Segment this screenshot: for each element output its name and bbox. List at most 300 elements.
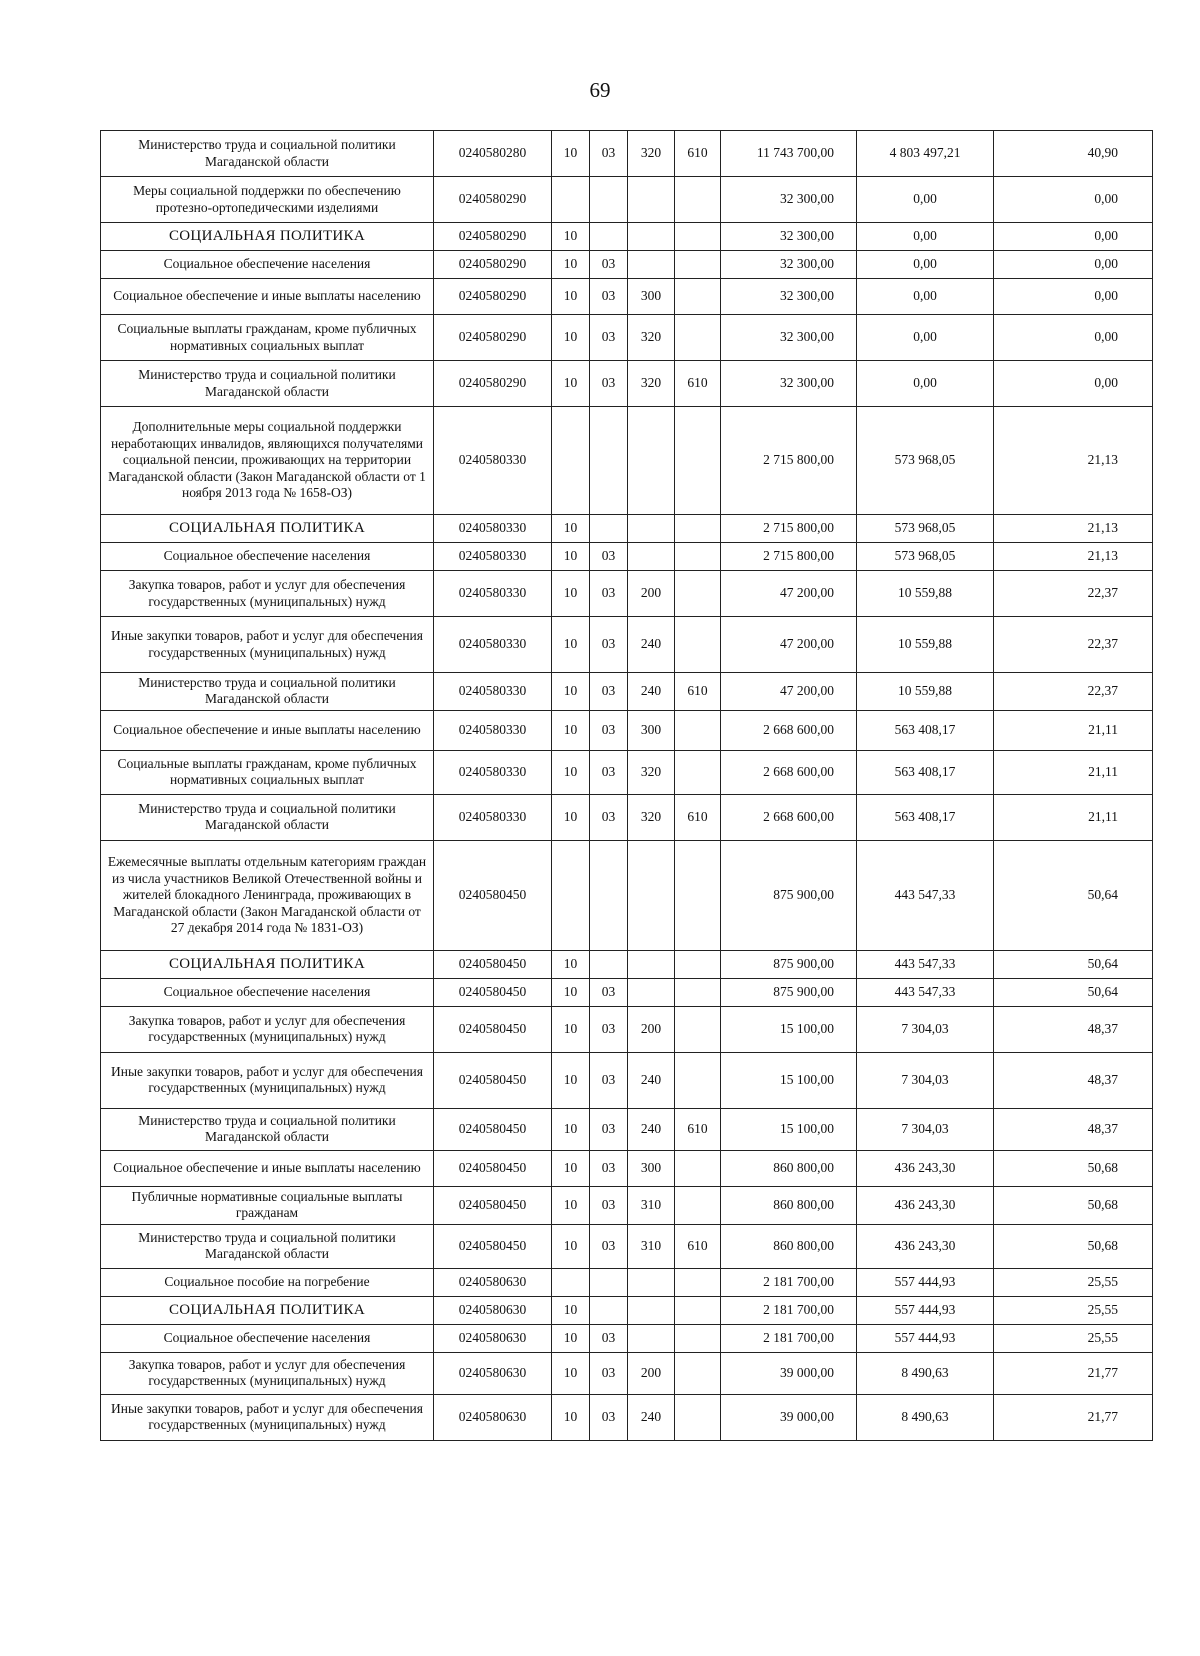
row-execution-percent: 0,00	[994, 251, 1153, 279]
row-target-code: 0240580630	[434, 1296, 552, 1324]
row-department-code	[675, 1268, 721, 1296]
row-expense-type-code	[628, 1296, 675, 1324]
row-expense-type-code: 300	[628, 279, 675, 315]
row-executed-amount: 8 490,63	[857, 1352, 994, 1394]
row-subsection-code: 03	[590, 543, 628, 571]
row-target-code: 0240580330	[434, 515, 552, 543]
row-executed-amount: 443 547,33	[857, 978, 994, 1006]
row-department-code: 610	[675, 131, 721, 177]
row-section-code	[552, 407, 590, 515]
row-name: Министерство труда и социальной политики Магаданской области	[101, 673, 434, 711]
row-section-code: 10	[552, 978, 590, 1006]
table-row	[101, 1324, 1153, 1352]
row-subsection-code: 03	[590, 315, 628, 361]
row-expense-type-code: 320	[628, 315, 675, 361]
row-department-code	[675, 950, 721, 978]
row-department-code	[675, 177, 721, 223]
row-executed-amount: 436 243,30	[857, 1150, 994, 1186]
row-execution-percent: 50,64	[994, 950, 1153, 978]
row-section-code: 10	[552, 1352, 590, 1394]
table-row	[101, 1108, 1153, 1150]
row-expense-type-code	[628, 840, 675, 950]
row-name: Социальное пособие на погребение	[101, 1268, 434, 1296]
row-target-code: 0240580450	[434, 1006, 552, 1052]
row-section-code: 10	[552, 1186, 590, 1224]
row-plan-amount: 15 100,00	[721, 1006, 857, 1052]
table-row	[101, 840, 1153, 950]
row-department-code	[675, 1352, 721, 1394]
row-section-code: 10	[552, 710, 590, 750]
row-name: СОЦИАЛЬНАЯ ПОЛИТИКА	[101, 1296, 434, 1324]
row-execution-percent: 48,37	[994, 1108, 1153, 1150]
row-expense-type-code	[628, 251, 675, 279]
row-section-code: 10	[552, 1150, 590, 1186]
row-plan-amount: 875 900,00	[721, 950, 857, 978]
row-section-code: 10	[552, 1394, 590, 1440]
row-expense-type-code	[628, 407, 675, 515]
row-subsection-code: 03	[590, 1150, 628, 1186]
row-subsection-code: 03	[590, 978, 628, 1006]
row-plan-amount: 39 000,00	[721, 1394, 857, 1440]
table-row	[101, 794, 1153, 840]
row-executed-amount: 563 408,17	[857, 750, 994, 794]
row-plan-amount: 2 181 700,00	[721, 1268, 857, 1296]
row-execution-percent: 50,68	[994, 1150, 1153, 1186]
row-executed-amount: 573 968,05	[857, 543, 994, 571]
table-body	[101, 131, 1153, 1441]
row-execution-percent: 22,37	[994, 673, 1153, 711]
row-department-code	[675, 978, 721, 1006]
row-plan-amount: 2 181 700,00	[721, 1324, 857, 1352]
row-department-code: 610	[675, 1108, 721, 1150]
table-row	[101, 1268, 1153, 1296]
row-execution-percent: 22,37	[994, 617, 1153, 673]
row-section-code: 10	[552, 279, 590, 315]
row-expense-type-code: 300	[628, 710, 675, 750]
row-execution-percent: 50,64	[994, 978, 1153, 1006]
row-name: Иные закупки товаров, работ и услуг для обеспечения государственных (муниципальных) нужд	[101, 1394, 434, 1440]
row-expense-type-code	[628, 978, 675, 1006]
row-department-code	[675, 543, 721, 571]
row-target-code: 0240580290	[434, 223, 552, 251]
row-department-code	[675, 251, 721, 279]
table-row	[101, 1352, 1153, 1394]
row-target-code: 0240580450	[434, 978, 552, 1006]
row-subsection-code	[590, 407, 628, 515]
row-name: Закупка товаров, работ и услуг для обеспечения государственных (муниципальных) нужд	[101, 1006, 434, 1052]
row-department-code	[675, 571, 721, 617]
row-plan-amount: 860 800,00	[721, 1186, 857, 1224]
row-execution-percent: 25,55	[994, 1324, 1153, 1352]
row-expense-type-code	[628, 177, 675, 223]
row-section-code: 10	[552, 1006, 590, 1052]
row-department-code	[675, 1052, 721, 1108]
row-name: СОЦИАЛЬНАЯ ПОЛИТИКА	[101, 223, 434, 251]
row-expense-type-code: 310	[628, 1186, 675, 1224]
row-execution-percent: 21,11	[994, 750, 1153, 794]
row-subsection-code	[590, 950, 628, 978]
row-department-code	[675, 840, 721, 950]
row-execution-percent: 0,00	[994, 223, 1153, 251]
row-department-code	[675, 710, 721, 750]
row-subsection-code	[590, 1268, 628, 1296]
row-section-code: 10	[552, 251, 590, 279]
row-name: Министерство труда и социальной политики Магаданской области	[101, 1224, 434, 1268]
row-name: Министерство труда и социальной политики Магаданской области	[101, 794, 434, 840]
row-section-code: 10	[552, 571, 590, 617]
row-executed-amount: 0,00	[857, 279, 994, 315]
row-plan-amount: 32 300,00	[721, 315, 857, 361]
row-target-code: 0240580290	[434, 315, 552, 361]
row-executed-amount: 0,00	[857, 177, 994, 223]
table-row	[101, 1006, 1153, 1052]
table-row	[101, 950, 1153, 978]
row-department-code: 610	[675, 673, 721, 711]
row-target-code: 0240580330	[434, 571, 552, 617]
row-section-code: 10	[552, 543, 590, 571]
row-plan-amount: 32 300,00	[721, 251, 857, 279]
table-row	[101, 1224, 1153, 1268]
table-row	[101, 571, 1153, 617]
row-section-code: 10	[552, 1324, 590, 1352]
table-row	[101, 177, 1153, 223]
row-plan-amount: 2 668 600,00	[721, 710, 857, 750]
row-executed-amount: 10 559,88	[857, 673, 994, 711]
row-department-code	[675, 617, 721, 673]
row-plan-amount: 39 000,00	[721, 1352, 857, 1394]
row-department-code	[675, 279, 721, 315]
row-execution-percent: 0,00	[994, 279, 1153, 315]
row-department-code	[675, 223, 721, 251]
row-expense-type-code: 240	[628, 1052, 675, 1108]
table-row	[101, 407, 1153, 515]
row-executed-amount: 573 968,05	[857, 407, 994, 515]
row-subsection-code: 03	[590, 750, 628, 794]
row-name: Иные закупки товаров, работ и услуг для обеспечения государственных (муниципальных) нужд	[101, 617, 434, 673]
row-executed-amount: 10 559,88	[857, 571, 994, 617]
row-plan-amount: 2 181 700,00	[721, 1296, 857, 1324]
row-execution-percent: 48,37	[994, 1052, 1153, 1108]
row-plan-amount: 875 900,00	[721, 978, 857, 1006]
row-expense-type-code: 310	[628, 1224, 675, 1268]
row-subsection-code: 03	[590, 571, 628, 617]
row-plan-amount: 47 200,00	[721, 673, 857, 711]
row-name: Министерство труда и социальной политики Магаданской области	[101, 361, 434, 407]
budget-execution-table	[100, 130, 1153, 1441]
row-subsection-code: 03	[590, 251, 628, 279]
row-expense-type-code: 200	[628, 1006, 675, 1052]
row-section-code: 10	[552, 794, 590, 840]
row-target-code: 0240580630	[434, 1394, 552, 1440]
row-subsection-code: 03	[590, 131, 628, 177]
row-target-code: 0240580290	[434, 361, 552, 407]
row-department-code: 610	[675, 794, 721, 840]
row-section-code: 10	[552, 673, 590, 711]
row-target-code: 0240580290	[434, 251, 552, 279]
row-department-code	[675, 1006, 721, 1052]
row-department-code	[675, 315, 721, 361]
row-execution-percent: 25,55	[994, 1268, 1153, 1296]
row-expense-type-code	[628, 515, 675, 543]
table-row	[101, 710, 1153, 750]
row-expense-type-code: 320	[628, 794, 675, 840]
row-target-code: 0240580290	[434, 279, 552, 315]
row-target-code: 0240580630	[434, 1324, 552, 1352]
row-target-code: 0240580450	[434, 1108, 552, 1150]
row-department-code	[675, 515, 721, 543]
row-subsection-code: 03	[590, 1006, 628, 1052]
row-executed-amount: 0,00	[857, 251, 994, 279]
row-plan-amount: 2 715 800,00	[721, 515, 857, 543]
row-executed-amount: 557 444,93	[857, 1268, 994, 1296]
row-subsection-code	[590, 840, 628, 950]
row-plan-amount: 32 300,00	[721, 177, 857, 223]
table-row	[101, 279, 1153, 315]
row-executed-amount: 0,00	[857, 315, 994, 361]
row-executed-amount: 4 803 497,21	[857, 131, 994, 177]
row-execution-percent: 25,55	[994, 1296, 1153, 1324]
row-execution-percent: 21,11	[994, 794, 1153, 840]
table-row	[101, 750, 1153, 794]
row-name: Социальное обеспечение и иные выплаты населению	[101, 710, 434, 750]
row-plan-amount: 32 300,00	[721, 361, 857, 407]
row-department-code	[675, 1394, 721, 1440]
row-executed-amount: 7 304,03	[857, 1052, 994, 1108]
row-target-code: 0240580450	[434, 1150, 552, 1186]
row-section-code: 10	[552, 315, 590, 361]
row-execution-percent: 21,13	[994, 515, 1153, 543]
row-subsection-code: 03	[590, 1324, 628, 1352]
row-name: Социальное обеспечение и иные выплаты населению	[101, 279, 434, 315]
table-row	[101, 1052, 1153, 1108]
row-department-code	[675, 1150, 721, 1186]
row-executed-amount: 443 547,33	[857, 950, 994, 978]
row-name: Социальное обеспечение и иные выплаты населению	[101, 1150, 434, 1186]
row-name: Социальное обеспечение населения	[101, 978, 434, 1006]
row-target-code: 0240580450	[434, 950, 552, 978]
row-expense-type-code	[628, 1324, 675, 1352]
row-subsection-code: 03	[590, 710, 628, 750]
row-target-code: 0240580330	[434, 794, 552, 840]
row-section-code: 10	[552, 131, 590, 177]
row-subsection-code: 03	[590, 1186, 628, 1224]
row-subsection-code	[590, 1296, 628, 1324]
row-target-code: 0240580630	[434, 1268, 552, 1296]
row-plan-amount: 875 900,00	[721, 840, 857, 950]
row-execution-percent: 48,37	[994, 1006, 1153, 1052]
row-name: Меры социальной поддержки по обеспечению протезно-ортопедическими изделиями	[101, 177, 434, 223]
row-execution-percent: 0,00	[994, 315, 1153, 361]
table-row	[101, 1394, 1153, 1440]
row-name: Социальное обеспечение населения	[101, 1324, 434, 1352]
row-expense-type-code: 320	[628, 750, 675, 794]
row-subsection-code: 03	[590, 1224, 628, 1268]
table-row	[101, 1150, 1153, 1186]
table-row	[101, 1296, 1153, 1324]
row-executed-amount: 10 559,88	[857, 617, 994, 673]
row-executed-amount: 557 444,93	[857, 1296, 994, 1324]
row-name: Социальное обеспечение населения	[101, 543, 434, 571]
row-section-code: 10	[552, 617, 590, 673]
row-executed-amount: 557 444,93	[857, 1324, 994, 1352]
row-subsection-code: 03	[590, 794, 628, 840]
row-plan-amount: 2 668 600,00	[721, 794, 857, 840]
table-row	[101, 1186, 1153, 1224]
row-expense-type-code	[628, 223, 675, 251]
row-subsection-code: 03	[590, 1052, 628, 1108]
table-row	[101, 543, 1153, 571]
row-name: Социальное обеспечение населения	[101, 251, 434, 279]
row-executed-amount: 7 304,03	[857, 1108, 994, 1150]
row-plan-amount: 15 100,00	[721, 1052, 857, 1108]
row-expense-type-code: 320	[628, 361, 675, 407]
row-department-code	[675, 1186, 721, 1224]
table-row	[101, 673, 1153, 711]
row-plan-amount: 47 200,00	[721, 617, 857, 673]
row-section-code: 10	[552, 361, 590, 407]
row-executed-amount: 436 243,30	[857, 1186, 994, 1224]
row-subsection-code: 03	[590, 279, 628, 315]
row-execution-percent: 50,68	[994, 1186, 1153, 1224]
row-executed-amount: 7 304,03	[857, 1006, 994, 1052]
row-target-code: 0240580290	[434, 177, 552, 223]
row-department-code	[675, 1324, 721, 1352]
row-expense-type-code: 200	[628, 571, 675, 617]
row-target-code: 0240580330	[434, 750, 552, 794]
table-row	[101, 617, 1153, 673]
row-plan-amount: 47 200,00	[721, 571, 857, 617]
table-row	[101, 223, 1153, 251]
row-executed-amount: 563 408,17	[857, 710, 994, 750]
row-target-code: 0240580330	[434, 407, 552, 515]
row-plan-amount: 11 743 700,00	[721, 131, 857, 177]
page-number: 69	[589, 78, 611, 102]
row-plan-amount: 32 300,00	[721, 279, 857, 315]
table-row	[101, 315, 1153, 361]
row-section-code: 10	[552, 950, 590, 978]
row-plan-amount: 2 715 800,00	[721, 543, 857, 571]
row-section-code: 10	[552, 750, 590, 794]
row-plan-amount: 2 668 600,00	[721, 750, 857, 794]
row-execution-percent: 0,00	[994, 177, 1153, 223]
row-execution-percent: 40,90	[994, 131, 1153, 177]
table-row	[101, 131, 1153, 177]
row-target-code: 0240580330	[434, 673, 552, 711]
row-executed-amount: 436 243,30	[857, 1224, 994, 1268]
row-target-code: 0240580450	[434, 1186, 552, 1224]
row-execution-percent: 21,77	[994, 1394, 1153, 1440]
row-subsection-code	[590, 515, 628, 543]
row-name: Закупка товаров, работ и услуг для обеспечения государственных (муниципальных) нужд	[101, 1352, 434, 1394]
row-department-code	[675, 407, 721, 515]
row-plan-amount: 860 800,00	[721, 1150, 857, 1186]
row-target-code: 0240580330	[434, 543, 552, 571]
row-name: Публичные нормативные социальные выплаты гражданам	[101, 1186, 434, 1224]
row-name: Социальные выплаты гражданам, кроме публичных нормативных социальных выплат	[101, 750, 434, 794]
row-expense-type-code: 240	[628, 1394, 675, 1440]
row-expense-type-code	[628, 1268, 675, 1296]
row-expense-type-code	[628, 950, 675, 978]
row-execution-percent: 50,68	[994, 1224, 1153, 1268]
row-section-code: 10	[552, 223, 590, 251]
row-expense-type-code: 240	[628, 617, 675, 673]
row-name: Социальные выплаты гражданам, кроме публичных нормативных социальных выплат	[101, 315, 434, 361]
table-row	[101, 361, 1153, 407]
row-executed-amount: 563 408,17	[857, 794, 994, 840]
row-section-code	[552, 840, 590, 950]
row-target-code: 0240580330	[434, 617, 552, 673]
row-name: Министерство труда и социальной политики Магаданской области	[101, 131, 434, 177]
row-expense-type-code: 200	[628, 1352, 675, 1394]
row-executed-amount: 8 490,63	[857, 1394, 994, 1440]
row-subsection-code: 03	[590, 1394, 628, 1440]
row-subsection-code: 03	[590, 361, 628, 407]
row-expense-type-code: 300	[628, 1150, 675, 1186]
row-plan-amount: 32 300,00	[721, 223, 857, 251]
row-section-code: 10	[552, 1296, 590, 1324]
row-section-code	[552, 177, 590, 223]
row-subsection-code: 03	[590, 617, 628, 673]
row-target-code: 0240580330	[434, 710, 552, 750]
row-department-code: 610	[675, 1224, 721, 1268]
row-expense-type-code: 240	[628, 1108, 675, 1150]
row-execution-percent: 22,37	[994, 571, 1153, 617]
row-executed-amount: 443 547,33	[857, 840, 994, 950]
row-subsection-code	[590, 177, 628, 223]
row-target-code: 0240580450	[434, 1052, 552, 1108]
row-execution-percent: 21,77	[994, 1352, 1153, 1394]
table-row	[101, 515, 1153, 543]
row-subsection-code: 03	[590, 1108, 628, 1150]
row-section-code: 10	[552, 515, 590, 543]
row-name: СОЦИАЛЬНАЯ ПОЛИТИКА	[101, 515, 434, 543]
row-section-code: 10	[552, 1108, 590, 1150]
row-name: Ежемесячные выплаты отдельным категориям граждан из числа участников Великой Отечественной войны и жителей блокадного Ленинграда, проживающих в Магаданской области (Закон Магаданской области от 27 декабря 2014 года № 1831-ОЗ)	[101, 840, 434, 950]
row-execution-percent: 21,13	[994, 543, 1153, 571]
row-department-code	[675, 1296, 721, 1324]
row-name: Иные закупки товаров, работ и услуг для обеспечения государственных (муниципальных) нужд	[101, 1052, 434, 1108]
row-target-code: 0240580630	[434, 1352, 552, 1394]
row-subsection-code	[590, 223, 628, 251]
row-plan-amount: 860 800,00	[721, 1224, 857, 1268]
row-expense-type-code	[628, 543, 675, 571]
row-target-code: 0240580280	[434, 131, 552, 177]
row-target-code: 0240580450	[434, 840, 552, 950]
row-executed-amount: 0,00	[857, 223, 994, 251]
row-name: Дополнительные меры социальной поддержки неработающих инвалидов, являющихся получателями социальной пенсии, проживающих на территории Магаданской области (Закон Магаданской области от 1 ноября 2013 года № 1658-ОЗ)	[101, 407, 434, 515]
row-name: Закупка товаров, работ и услуг для обеспечения государственных (муниципальных) нужд	[101, 571, 434, 617]
row-executed-amount: 573 968,05	[857, 515, 994, 543]
row-name: Министерство труда и социальной политики Магаданской области	[101, 1108, 434, 1150]
row-department-code: 610	[675, 361, 721, 407]
table-row	[101, 251, 1153, 279]
row-execution-percent: 50,64	[994, 840, 1153, 950]
row-expense-type-code: 320	[628, 131, 675, 177]
row-department-code	[675, 750, 721, 794]
row-expense-type-code: 240	[628, 673, 675, 711]
row-execution-percent: 0,00	[994, 361, 1153, 407]
row-section-code: 10	[552, 1224, 590, 1268]
row-subsection-code: 03	[590, 673, 628, 711]
table-row	[101, 978, 1153, 1006]
row-section-code: 10	[552, 1052, 590, 1108]
row-execution-percent: 21,11	[994, 710, 1153, 750]
row-name: СОЦИАЛЬНАЯ ПОЛИТИКА	[101, 950, 434, 978]
row-plan-amount: 15 100,00	[721, 1108, 857, 1150]
row-section-code	[552, 1268, 590, 1296]
row-target-code: 0240580450	[434, 1224, 552, 1268]
row-plan-amount: 2 715 800,00	[721, 407, 857, 515]
